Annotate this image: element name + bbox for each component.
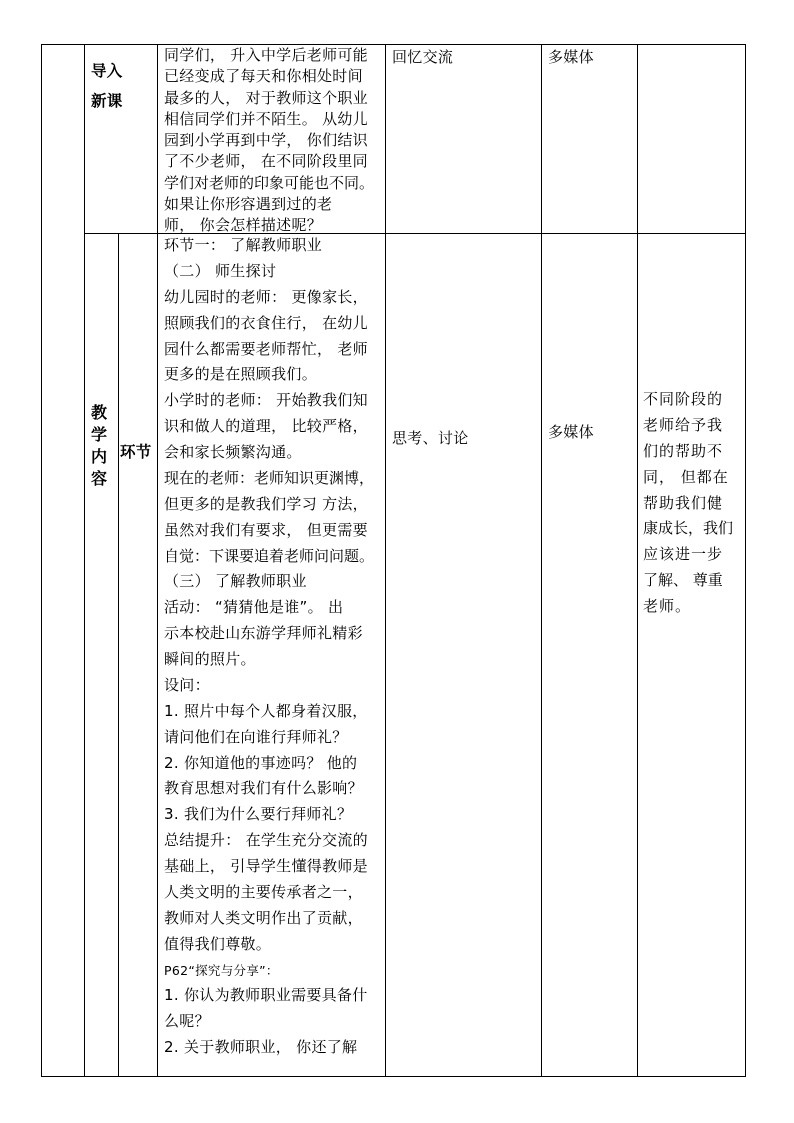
content-line: 了不少老师， 在不同阶段里同	[164, 152, 368, 171]
section-label-char: 教	[91, 403, 108, 422]
intent-line: 们的帮助不	[643, 441, 724, 460]
content-line: 2. 关于教师职业， 你还了解	[164, 1038, 358, 1057]
content-line: 活动： “猜猜他是谁”。 出	[164, 598, 344, 617]
content-line: 幼儿园时的老师： 更像家长，	[164, 287, 368, 306]
intent-line: 帮助我们健	[643, 493, 724, 512]
table-left-border	[41, 44, 42, 1077]
content-line: 相信同学们并不陌生。 从幼儿	[164, 109, 368, 128]
content-line: 示本校赴山东游学拜师礼精彩	[164, 624, 363, 643]
content-line: 如果让你形容遇到过的老	[164, 195, 333, 214]
content-line: 值得我们尊敬。	[164, 934, 272, 953]
content-line: 总结提升： 在学生充分交流的	[164, 831, 368, 850]
content-line: 现在的老师：老师知识更渊博，	[164, 468, 375, 487]
content-line: 瞬间的照片。	[164, 650, 256, 668]
content-line: 1. 照片中每个人都身着汉服，	[164, 701, 368, 720]
content-line: 设问：	[164, 675, 210, 694]
column-divider	[385, 44, 386, 1077]
section-label-char: 学	[91, 425, 108, 444]
section-label	[91, 402, 107, 490]
column-divider	[637, 44, 638, 1077]
content-line: 照顾我们的衣食住行， 在幼儿	[164, 313, 368, 332]
section-label-char: 容	[91, 469, 108, 488]
content-line: 最多的人， 对于教师这个职业	[164, 88, 368, 107]
content-line: 园什么都需要老师帮忙， 老师	[164, 339, 368, 358]
content-activity: 思考、讨论	[392, 429, 469, 447]
content-line: 园到小学再到中学， 你们结识	[164, 131, 368, 150]
teaching-content	[164, 233, 374, 1061]
content-line: 教师对人类文明作出了贡献，	[164, 908, 363, 927]
content-line: 1. 你认为教师职业需要具备什	[164, 986, 368, 1005]
content-line: 识和做人的道理， 比较严格，	[164, 417, 368, 436]
intent-line: 了解、 尊重	[643, 571, 723, 590]
content-line: 环节一： 了解教师职业	[164, 236, 323, 254]
intent-line: 应该进一步	[643, 545, 724, 564]
design-intent	[643, 387, 733, 620]
content-line: 虽然对我们有要求， 但更需要	[164, 520, 368, 539]
content-line: 已经变成了每天和你相处时间	[164, 67, 363, 86]
content-line: 人类文明的主要传承者之一，	[164, 882, 363, 901]
content-line: 教育思想对我们有什么影响？	[164, 779, 363, 798]
intent-line: 同， 但都在	[643, 467, 729, 486]
content-line: 3. 我们为什么要行拜师礼？	[164, 805, 353, 824]
content-line: 同学们， 升入中学后老师可能	[164, 46, 368, 64]
section-label-char: 内	[91, 447, 108, 466]
content-line: 但更多的是教我们学习 方法，	[164, 494, 368, 513]
intent-line: 老师。	[643, 597, 692, 615]
content-line: 更多的是在照顾我们。	[164, 365, 318, 384]
column-divider	[157, 44, 158, 1077]
intro-row-label	[91, 56, 123, 116]
intro-row-content	[164, 45, 374, 237]
content-line: 小学时的老师： 开始教我们知	[164, 391, 368, 410]
content-line: 2. 你知道他的事迹吗？ 他的	[164, 753, 358, 772]
content-line: （二） 师生探讨	[164, 261, 277, 280]
content-line: 自觉：下课要追着老师问问题。	[164, 546, 375, 565]
content-line: （三） 了解教师职业	[164, 572, 307, 591]
content-media: 多媒体	[548, 423, 594, 441]
intro-label-line: 导入	[91, 62, 123, 80]
column-divider	[84, 44, 85, 1077]
content-line: 会和家长频繁沟通。	[164, 443, 302, 461]
column-divider	[541, 44, 542, 1077]
column-divider	[118, 233, 119, 1077]
intent-line: 不同阶段的	[643, 390, 724, 408]
intent-line: 康成长，我们	[643, 519, 734, 538]
content-line: 师， 你会怎样描述呢？	[164, 216, 323, 235]
table-right-border	[745, 44, 746, 1077]
content-line: 基础上， 引导学生懂得教师是	[164, 857, 368, 875]
intent-line: 老师给予我	[643, 415, 724, 434]
sub-section-label: 环节	[120, 443, 152, 461]
intro-activity: 回忆交流	[392, 48, 454, 66]
content-line: 请问他们在向谁行拜师礼？	[164, 727, 348, 746]
content-line: 么呢？	[164, 1012, 210, 1031]
intro-label-line: 新课	[91, 92, 123, 110]
table-bottom-border	[41, 1076, 745, 1077]
intro-media: 多媒体	[548, 48, 594, 66]
content-line: 学们对老师的印象可能也不同。	[164, 173, 375, 192]
content-line: P62“探究与分享”：	[164, 962, 279, 978]
